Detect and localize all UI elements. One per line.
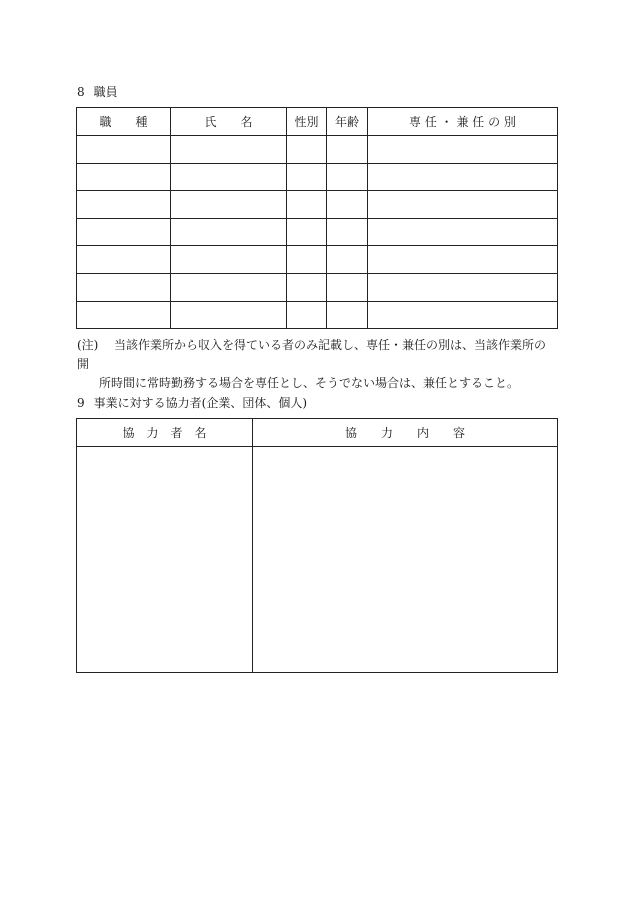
section8-number: 8: [77, 85, 85, 99]
job-type-cell[interactable]: [77, 163, 171, 191]
header-age: 年齢: [327, 108, 368, 136]
staff-table: [76, 107, 558, 329]
section8-heading: [77, 85, 118, 99]
age-cell[interactable]: [327, 301, 368, 329]
table-row: [77, 191, 558, 219]
gender-cell[interactable]: [287, 191, 327, 219]
table-row: [77, 273, 558, 301]
cooperation-content-cell[interactable]: [253, 447, 558, 673]
cooperator-table: [76, 418, 558, 673]
header-job-type: 職 種: [77, 108, 171, 136]
name-cell[interactable]: [171, 273, 287, 301]
gender-cell[interactable]: [287, 136, 327, 164]
table-row: [77, 163, 558, 191]
cooperator-table-row: [77, 447, 558, 673]
name-cell[interactable]: [171, 246, 287, 274]
job-type-cell[interactable]: [77, 136, 171, 164]
fulltime-parttime-cell[interactable]: [368, 301, 558, 329]
header-cooperation-content: 協 力 内 容: [253, 419, 558, 447]
section9-number: 9: [77, 396, 85, 410]
fulltime-parttime-cell[interactable]: [368, 136, 558, 164]
header-fulltime-parttime: 専 任 ・ 兼 任 の 別: [368, 108, 558, 136]
fulltime-parttime-cell[interactable]: [368, 218, 558, 246]
staff-table-header-row: [77, 108, 558, 136]
name-cell[interactable]: [171, 163, 287, 191]
job-type-cell[interactable]: [77, 273, 171, 301]
cooperator-table-header-row: [77, 419, 558, 447]
header-gender: 性別: [287, 108, 327, 136]
job-type-cell[interactable]: [77, 246, 171, 274]
header-cooperator-name: 協 力 者 名: [77, 419, 253, 447]
gender-cell[interactable]: [287, 218, 327, 246]
name-cell[interactable]: [171, 191, 287, 219]
section9-heading: [77, 396, 307, 410]
fulltime-parttime-cell[interactable]: [368, 273, 558, 301]
staff-table-body: [77, 136, 558, 329]
gender-cell[interactable]: [287, 273, 327, 301]
table-row: [77, 136, 558, 164]
table-row: [77, 218, 558, 246]
age-cell[interactable]: [327, 246, 368, 274]
cooperator-name-cell[interactable]: [77, 447, 253, 673]
age-cell[interactable]: [327, 218, 368, 246]
table-row: [77, 246, 558, 274]
section8-title: 職員: [93, 85, 118, 99]
age-cell[interactable]: [327, 273, 368, 301]
name-cell[interactable]: [171, 136, 287, 164]
note-text-2: 所時間に常時勤務する場合を専任とし、そうでない場合は、兼任とすること。: [99, 376, 520, 390]
age-cell[interactable]: [327, 163, 368, 191]
section9-title: 事業に対する協力者(企業、団体、個人): [93, 396, 308, 410]
job-type-cell[interactable]: [77, 218, 171, 246]
name-cell[interactable]: [171, 301, 287, 329]
job-type-cell[interactable]: [77, 301, 171, 329]
age-cell[interactable]: [327, 136, 368, 164]
note-label: (注): [77, 338, 99, 352]
name-cell[interactable]: [171, 218, 287, 246]
job-type-cell[interactable]: [77, 191, 171, 219]
gender-cell[interactable]: [287, 163, 327, 191]
gender-cell[interactable]: [287, 246, 327, 274]
note-line-1: [77, 336, 557, 374]
note-text-1: 当該作業所から収入を得ている者のみ記載し、専任・兼任の別は、当該作業所の開: [77, 338, 547, 371]
note: [77, 336, 557, 393]
fulltime-parttime-cell[interactable]: [368, 163, 558, 191]
age-cell[interactable]: [327, 191, 368, 219]
fulltime-parttime-cell[interactable]: [368, 191, 558, 219]
table-row: [77, 301, 558, 329]
gender-cell[interactable]: [287, 301, 327, 329]
header-name: 氏 名: [171, 108, 287, 136]
fulltime-parttime-cell[interactable]: [368, 246, 558, 274]
